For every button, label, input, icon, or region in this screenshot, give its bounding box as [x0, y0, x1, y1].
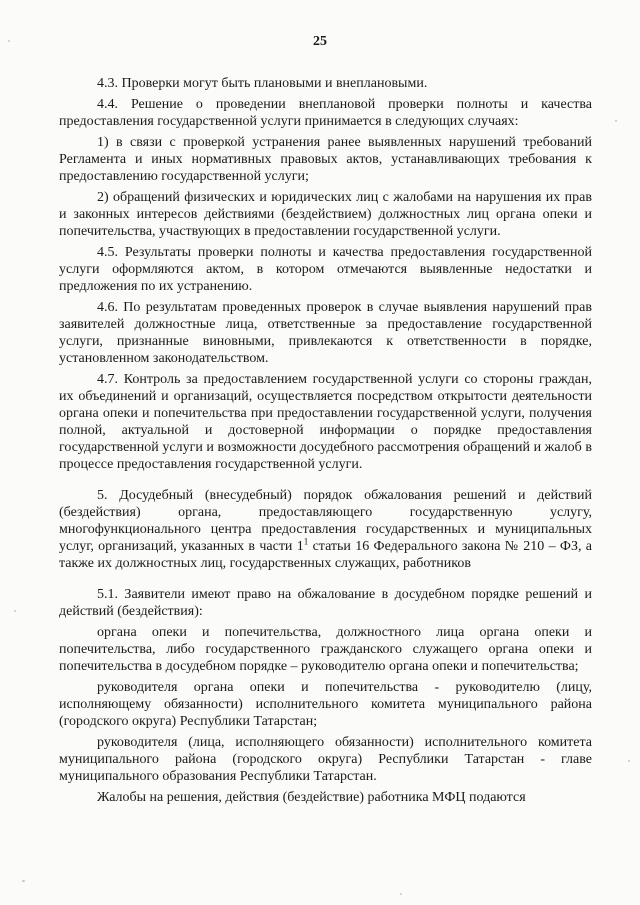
paragraph-4-4-item-1: 1) в связи с проверкой устранения ранее выявленных нарушений требований Регламента и иных нормативных правовых актов, устанавливающих требования к предоставлению государственной услуги; [59, 135, 592, 184]
scan-speck [8, 40, 10, 42]
paragraph-4-7: 4.7. Контроль за предоставлением государственной услуги со стороны граждан, их объединений и организаций, осуществляется посредством открытости деятельности органа опеки и попечительства при предоставлении государственной услуги, получения полной, актуальной и достоверной информации о порядке предоставления государственной услуги и возможности досудебного рассмотрения обращений и жалоб в процессе предоставления государственной услуги. [59, 372, 592, 472]
paragraph-4-5: 4.5. Результаты проверки полноты и качества предоставления государственной услуги оформляются актом, в котором отмечаются выявленные недостатки и предложения по их устранению. [59, 245, 592, 294]
scan-speck [14, 610, 16, 612]
section-5-heading-superscript: 1 [303, 536, 309, 547]
document-body [59, 75, 592, 810]
scan-speck [628, 760, 630, 762]
scan-speck [615, 120, 617, 122]
scan-speck [22, 880, 25, 882]
paragraph-5-1: 5.1. Заявители имеют право на обжалование в досудебном порядке решений и действий (бездействия): [59, 587, 592, 619]
page-number: 25 [313, 34, 327, 49]
section-5-heading-start: 5. Досудебный (внесудебный) порядок обжалования решений и действий (бездействия) органа, предоставляющего государственную услугу, многофункционального центра предоставления государственных и муниципальных услуг, организаций, указанных в части 1 [59, 488, 592, 554]
paragraph-4-6: 4.6. По результатам проведенных проверок в случае выявления нарушений прав заявителей должностные лица, ответственные за предоставление государственной услуги, признанные виновными, привлекаются к ответственности в порядке, установленном законодательством. [59, 300, 592, 366]
paragraph-4-4-item-2: 2) обращений физических и юридических лиц с жалобами на нарушения их прав и законных интересов действиями (бездействием) должностных лиц органа опеки и попечительства, участвующих в предоставлении государственной услуги. [59, 190, 592, 239]
scan-speck [400, 893, 402, 895]
paragraph-mfc-complaints: Жалобы на решения, действия (бездействие) работника МФЦ подаются [97, 790, 526, 805]
paragraph-4-3: 4.3. Проверки могут быть плановыми и внеплановыми. [97, 76, 428, 91]
paragraph-5-1-item-3: руководителя (лица, исполняющего обязанности) исполнительного комитета муниципального района (городского округа) Республики Татарстан - главе муниципального образования Республики Татарстан. [59, 735, 592, 784]
paragraph-5-1-item-1: органа опеки и попечительства, должностного лица органа опеки и попечительства, либо государственного гражданского служащего органа опеки и попечительства в досудебном порядке – руководителю органа опеки и попечительства; [59, 625, 592, 674]
section-5-heading-end: статьи 16 Федерального закона № 210 – ФЗ, а также их должностных лиц, государственных служащих, работников [59, 539, 592, 571]
paragraph-5-1-item-2: руководителя органа опеки и попечительства - руководителю (лицу, исполняющему обязанности) исполнительного комитета муниципального района (городского округа) Республики Татарстан; [59, 680, 592, 729]
paragraph-4-4: 4.4. Решение о проведении внеплановой проверки полноты и качества предоставления государственной услуги принимается в следующих случаях: [59, 97, 592, 129]
section-5-heading [59, 487, 592, 572]
